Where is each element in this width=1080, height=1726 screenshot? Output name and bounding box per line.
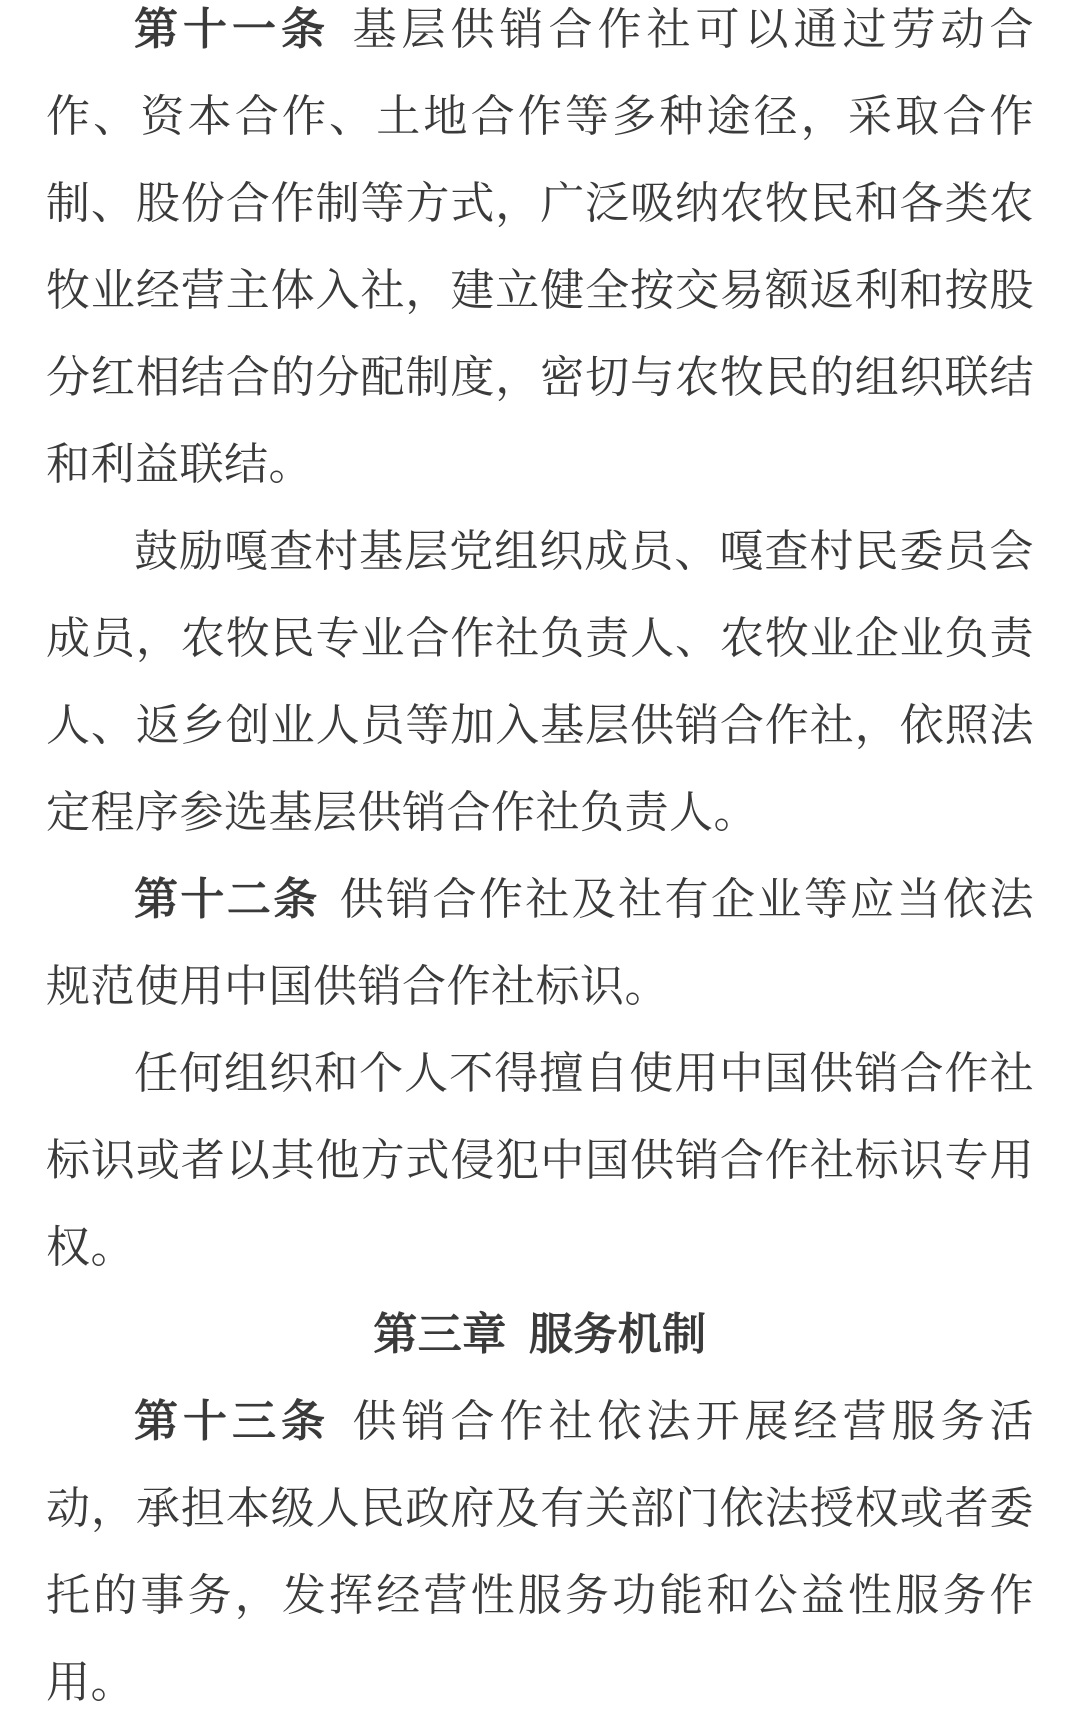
article-11-paragraph-2: 鼓励嘎查村基层党组织成员、嘎查村民委员会成员，农牧民专业合作社负责人、农牧业企业负责人、返乡创业人员等加入基层供销合作社，依照法定程序参选基层供销合作社负责人。 <box>46 526 1034 838</box>
chapter-title: 服务机制 <box>528 1309 707 1360</box>
article-11-label: 第十一条 <box>134 4 330 55</box>
chapter-number: 第三章 <box>373 1309 507 1360</box>
article-12-paragraph-2: 任何组织和个人不得擅自使用中国供销合作社标识或者以其他方式侵犯中国供销合作社标识专用权。 <box>46 1048 1034 1273</box>
article-12-text: 供销合作社及社有企业等应当依法规范使用中国供销合作社标识。 <box>46 874 1035 1012</box>
article-13-paragraph <box>46 1378 1034 1726</box>
chapter-heading <box>46 1291 1034 1378</box>
article-12-paragraph <box>46 856 1034 1030</box>
article-13-text: 供销合作社依法开展经营服务活动，承担本级人民政府及有关部门依法授权或者委托的事务，发挥经营性服务功能和公益性服务作用。 <box>46 1396 1034 1708</box>
article-12-label: 第十二条 <box>134 874 320 925</box>
article-11-paragraph <box>46 0 1034 508</box>
article-11-text: 基层供销合作社可以通过劳动合作、资本合作、土地合作等多种途径，采取合作制、股份合作制等方式，广泛吸纳农牧民和各类农牧业经营主体入社，建立健全按交易额返利和按股分红相结合的分配制度，密切与农牧民的组织联结和利益联结。 <box>46 4 1034 490</box>
document-body <box>46 0 1034 1726</box>
article-13-label: 第十三条 <box>134 1396 330 1447</box>
